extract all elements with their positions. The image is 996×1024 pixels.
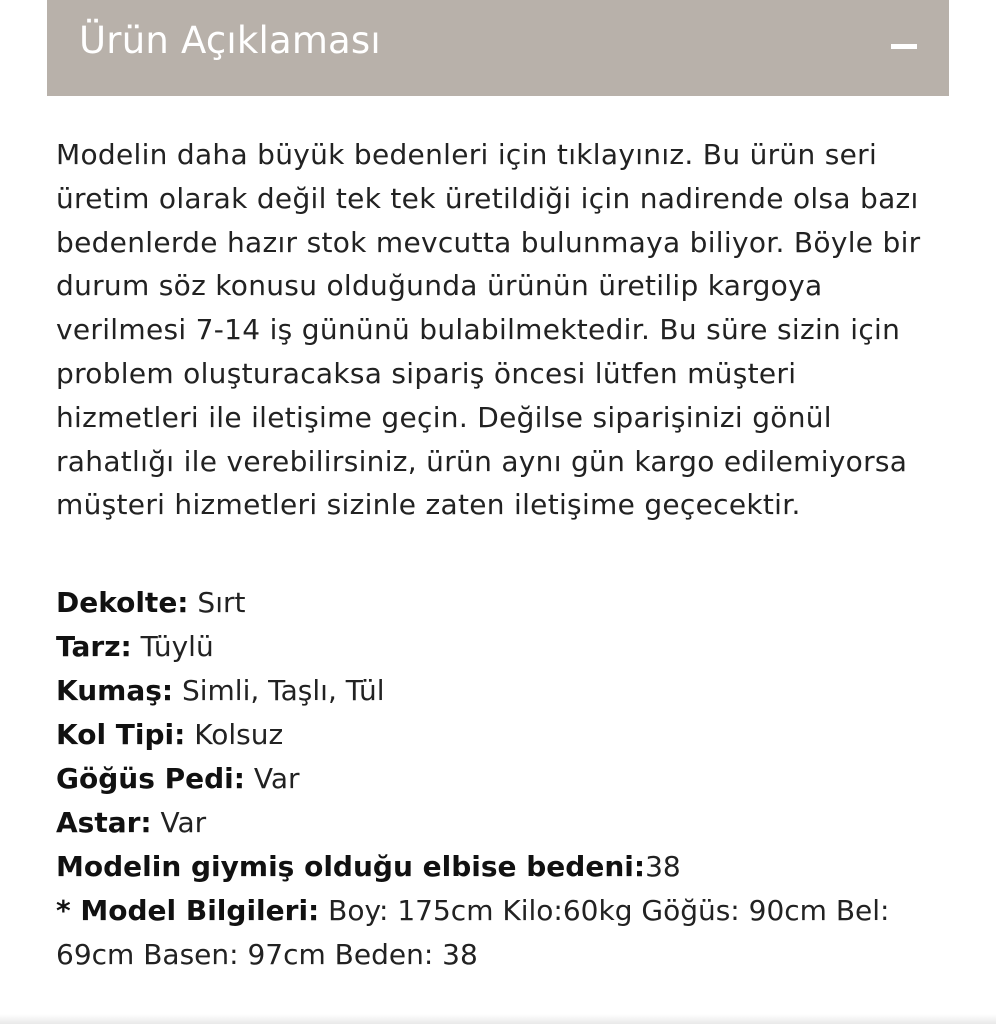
attribute-row-kol-tipi: [56, 713, 946, 757]
accordion-header[interactable]: [47, 0, 949, 96]
attribute-row-tarz: [56, 625, 946, 669]
attribute-label: * Model Bilgileri:: [56, 894, 320, 928]
attribute-label: Astar:: [56, 806, 152, 840]
attribute-value: Var: [151, 806, 207, 840]
attribute-label: Dekolte:: [56, 586, 189, 620]
attribute-row-kumas: [56, 669, 946, 713]
bottom-divider: [0, 1014, 996, 1024]
attribute-row-dekolte: [56, 581, 946, 625]
attribute-label: Tarz:: [56, 630, 132, 664]
attribute-row-model-beden: [56, 845, 946, 889]
product-description-content: [56, 133, 946, 977]
attribute-label: Kol Tipi:: [56, 718, 186, 752]
attribute-label: Göğüs Pedi:: [56, 762, 245, 796]
attribute-row-model-bilgileri: [56, 889, 946, 977]
attribute-value: Var: [244, 762, 300, 796]
attribute-value: 38: [645, 850, 681, 884]
attribute-row-astar: [56, 801, 946, 845]
attribute-list: [56, 581, 946, 977]
attribute-row-gogus-pedi: [56, 757, 946, 801]
accordion-title: Ürün Açıklaması: [79, 19, 381, 62]
attribute-value: Boy: 175cm Kilo:60kg Göğüs: 90cm Bel: 69cm Basen: 97cm Beden: 38: [56, 894, 890, 972]
attribute-value: Kolsuz: [185, 718, 284, 752]
attribute-value: Tüylü: [131, 630, 214, 664]
attribute-value: Simli, Taşlı, Tül: [173, 674, 385, 708]
minus-icon[interactable]: [891, 44, 917, 49]
attribute-label: Modelin giymiş olduğu elbise bedeni:: [56, 850, 646, 884]
attribute-value: Sırt: [188, 586, 246, 620]
description-text: Modelin daha büyük bedenleri için tıklayınız. Bu ürün seri üretim olarak değil tek tek üretildiği için nadirende olsa bazı bedenlerde hazır stok mevcutta bulunmaya biliyor. Böyle bir durum söz konusu olduğunda ürünün üretilip kargoya verilmesi 7-14 iş gününü bulabilmektedir. Bu süre sizin için problem oluşturacaksa sipariş öncesi lütfen müşteri hizmetleri ile iletişime geçin. Değilse siparişinizi gönül rahatlığı ile verebilirsiniz, ürün aynı gün kargo edilemiyorsa müşteri hizmetleri sizinle zaten iletişime geçecektir.: [56, 138, 921, 522]
attribute-label: Kumaş:: [56, 674, 174, 708]
